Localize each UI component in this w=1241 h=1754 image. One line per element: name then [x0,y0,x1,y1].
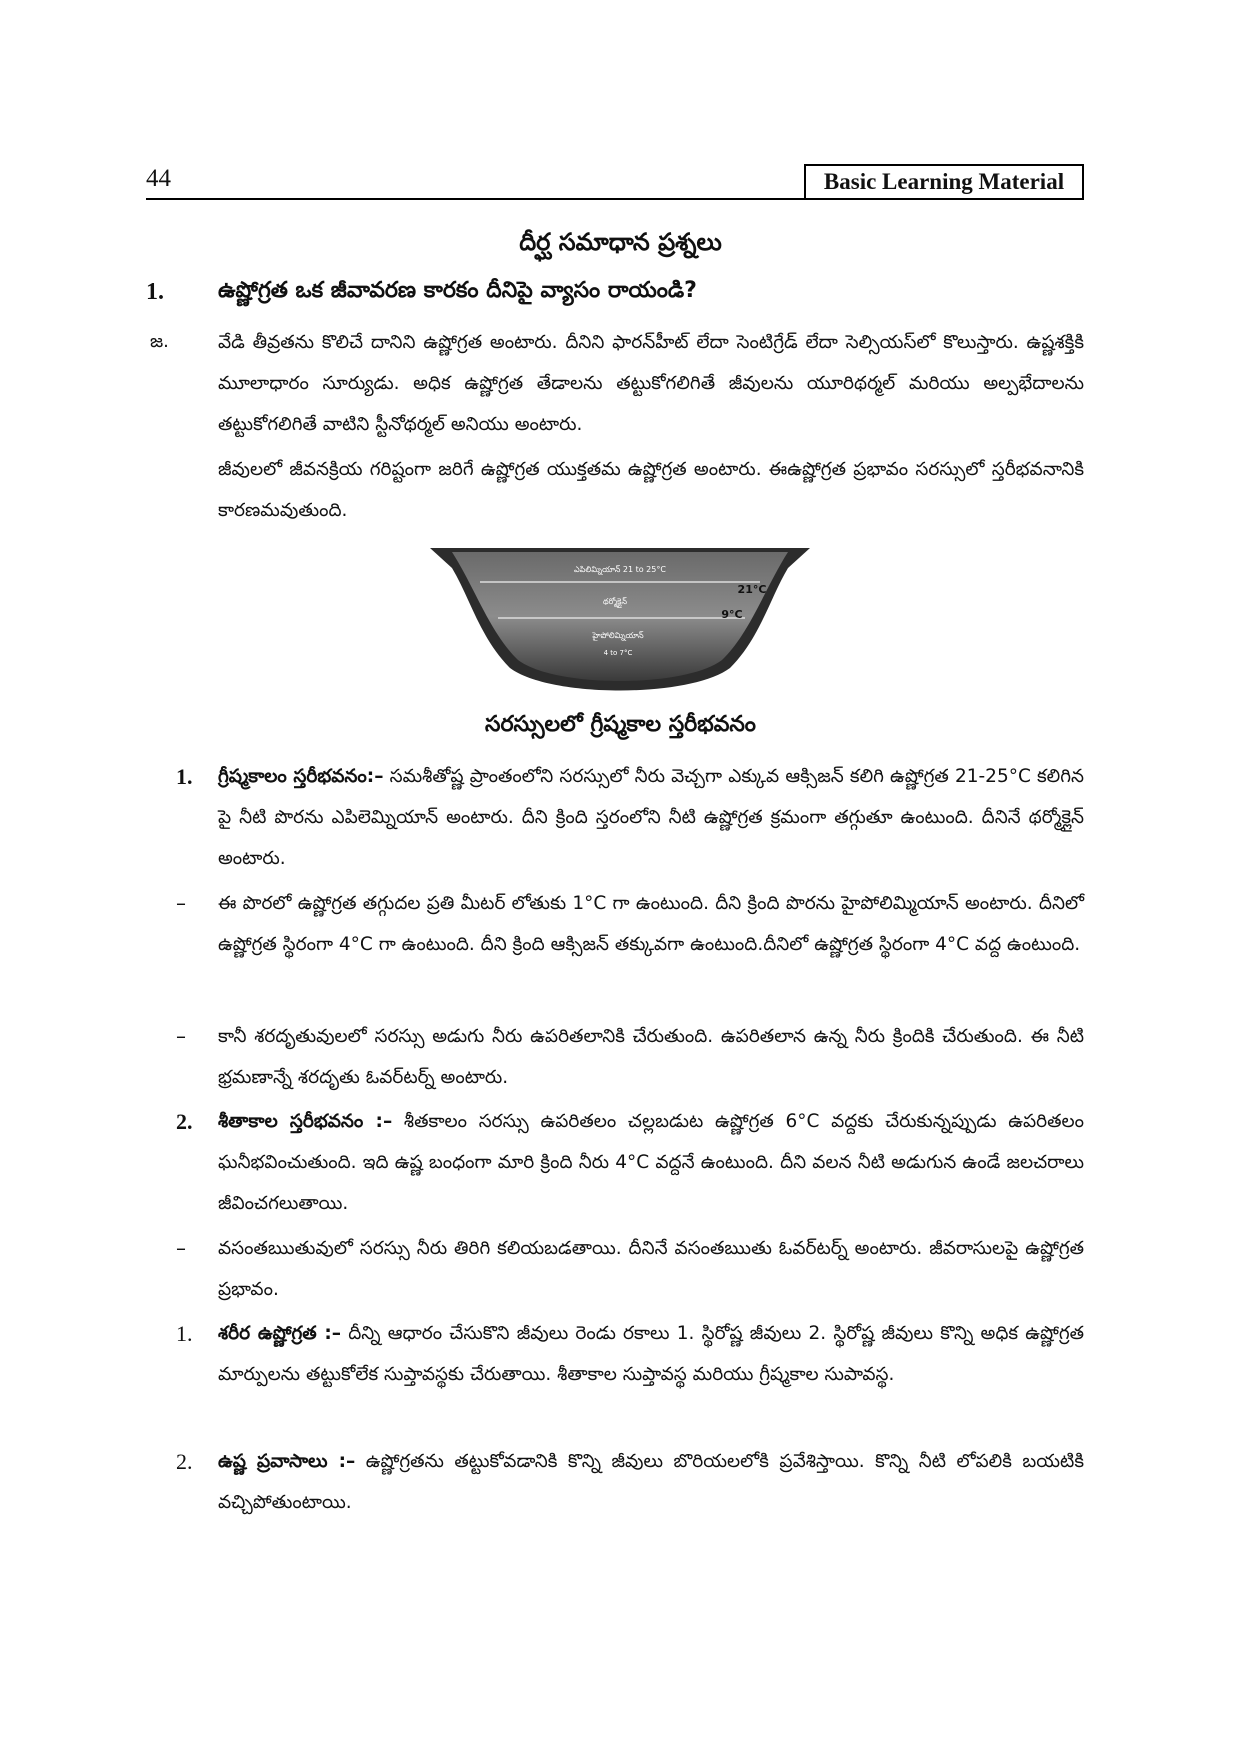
list-body [218,756,1084,879]
list-marker: 1. [176,1321,193,1346]
list-term: శీతాకాల స్తరీభవనం :– [218,1111,393,1132]
list-text: ఉష్ణోగ్రతను తట్టుకోవడానికి కొన్ని జీవులు బొరియలలోకి ప్రవేశిస్తాయి. కొన్ని నీటి లోపలికి బయటికి వచ్చిపోతుంటాయి. [218,1451,1084,1513]
list-body [218,1313,1084,1395]
lake-stratification-diagram [430,538,810,706]
label-hypolimnion: హైపోలిమ్నియాన్ [592,631,644,640]
label-epilimnion: ఎపిలిమ్నియాన్ 21 to 25°C [574,565,666,574]
section-title: దీర్ఘ సమాధాన ప్రశ్నలు [519,228,722,256]
list-marker: – [176,1024,186,1048]
list-body [218,1101,1084,1224]
list-text: వసంతఋతువులో సరస్సు నీరు తిరిగి కలియబడతాయి. దీనినే వసంతఋతు ఓవర్‌టర్న్ అంటారు. జీవరాసులపై ఉష్ణోగ్రత ప్రభావం. [218,1238,1084,1300]
list-text: సమశీతోష్ణ ప్రాంతంలోని సరస్సులో నీరు వెచ్చగా ఎక్కువ ఆక్సిజన్ కలిగి ఉష్ణోగ్రత 21-25°C కలిగిన పై నీటి పొరను ఎపిలెమ్నియాన్ అంటారు. దీని క్రింది స్తరంలోని నీటి ఉష్ణోగ్రత క్రమంగా తగ్గుతూ ఉంటుంది. దీనినే థర్మోక్లైన్ అంటారు. [218,766,1084,869]
list-body [218,1016,1084,1098]
list-marker: – [176,1236,186,1260]
list-marker: – [176,891,186,915]
answer-paragraph: జీవులలో జీవనక్రియ గరిష్టంగా జరిగే ఉష్ణోగ్రత యుక్తతమ ఉష్ణోగ్రత అంటారు. ఈఉష్ణోగ్రత ప్రభావం సరస్సులో స్తరీభవనానికి కారణమవుతుంది. [218,459,1084,521]
page-number: 44 [146,165,171,192]
label-temp-bottom: 9°C [721,608,743,621]
list-term: గ్రీష్మకాలం స్తరీభవనం:– [218,766,384,787]
list-text: ఈ పొరలో ఉష్ణోగ్రత తగ్గుదల ప్రతి మీటర్ లోతుకు 1°C గా ఉంటుంది. దీని క్రింది పొరను హైపోలిమ్మియాన్ అంటారు. దీనిలో ఉష్ణోగ్రత స్థిరంగా 4°C గా ఉంటుంది. దీని క్రింది ఆక్సిజన్ తక్కువగా ఉంటుంది.దీనిలో ఉష్ణోగ్రత స్థిరంగా 4°C వద్ద ఉంటుంది. [218,893,1084,955]
list-body [218,1441,1084,1523]
list-marker: 2. [176,1109,193,1134]
list-term: శరీర ఉష్ణోగ్రత :– [218,1323,342,1344]
list-term: ఉష్ణ ప్రవాసాలు :– [218,1451,356,1472]
header-rule [146,198,1084,200]
question-text: ఉష్ణోగ్రత ఒక జీవావరణ కారకం దీనిపై వ్యాసం రాయండి? [218,278,697,303]
list-body [218,883,1084,965]
label-thermocline: థర్మోక్లైన్ [603,597,627,606]
list-text: దీన్ని ఆధారం చేసుకొని జీవులు రెండు రకాలు 1. స్థిరోష్ణ జీవులు 2. స్థిరోష్ణ జీవులు కొన్ని అధిక ఉష్ణోగ్రత మార్పులను తట్టుకోలేక సుప్తావస్థకు చేరుతాయి. శీతాకాల సుప్తావస్థ మరియు గ్రీష్మకాల సుపావస్థ. [218,1323,1084,1385]
running-title: Basic Learning Material [804,164,1084,200]
answer-paragraph: వేడి తీవ్రతను కొలిచే దానిని ఉష్ణోగ్రత అంటారు. దీనిని ఫారన్‌హీట్ లేదా సెంటిగ్రేడ్ లేదా సెల్సియస్‌లో కొలుస్తారు. ఉష్ణశక్తికి మూలాధారం సూర్యుడు. అధిక ఉష్ణోగ్రత తేడాలను తట్టుకోగలిగితే జీవులను యూరిథర్మల్ మరియు అల్పభేదాలను తట్టుకోగలిగితే వాటిని స్టీనోథర్మల్ అనియు అంటారు. [218,332,1084,435]
list-text: కానీ శరదృతువులలో సరస్సు అడుగు నీరు ఉపరితలానికి చేరుతుంది. ఉపరితలాన ఉన్న నీరు క్రిందికి చేరుతుంది. ఈ నీటి భ్రమణాన్నే శరదృతు ఓవర్‌టర్న్ అంటారు. [218,1026,1084,1088]
list-marker: 2. [176,1449,193,1474]
list-body [218,1228,1084,1310]
answer-label: జ. [150,331,169,352]
list-marker: 1. [176,764,193,789]
label-hypolimnion-range: 4 to 7°C [603,649,633,657]
question-number: 1. [146,279,164,305]
list-text: శీతకాలం సరస్సు ఉపరితలం చల్లబడుట ఉష్ణోగ్రత 6°C వద్దకు చేరుకున్నప్పుడు ఉపరితలం ఘనీభవించుతుంది. ఇది ఉష్ణ బంధంగా మారి క్రింది నీరు 4°C వద్దనే ఉంటుంది. దీని వలన నీటి అడుగున ఉండే జలచరాలు జీవించగలుతాయి. [218,1111,1084,1214]
label-temp-top: 21°C [737,583,767,596]
figure-caption: సరస్సులలో గ్రీష్మకాల స్తరీభవనం [485,712,756,737]
